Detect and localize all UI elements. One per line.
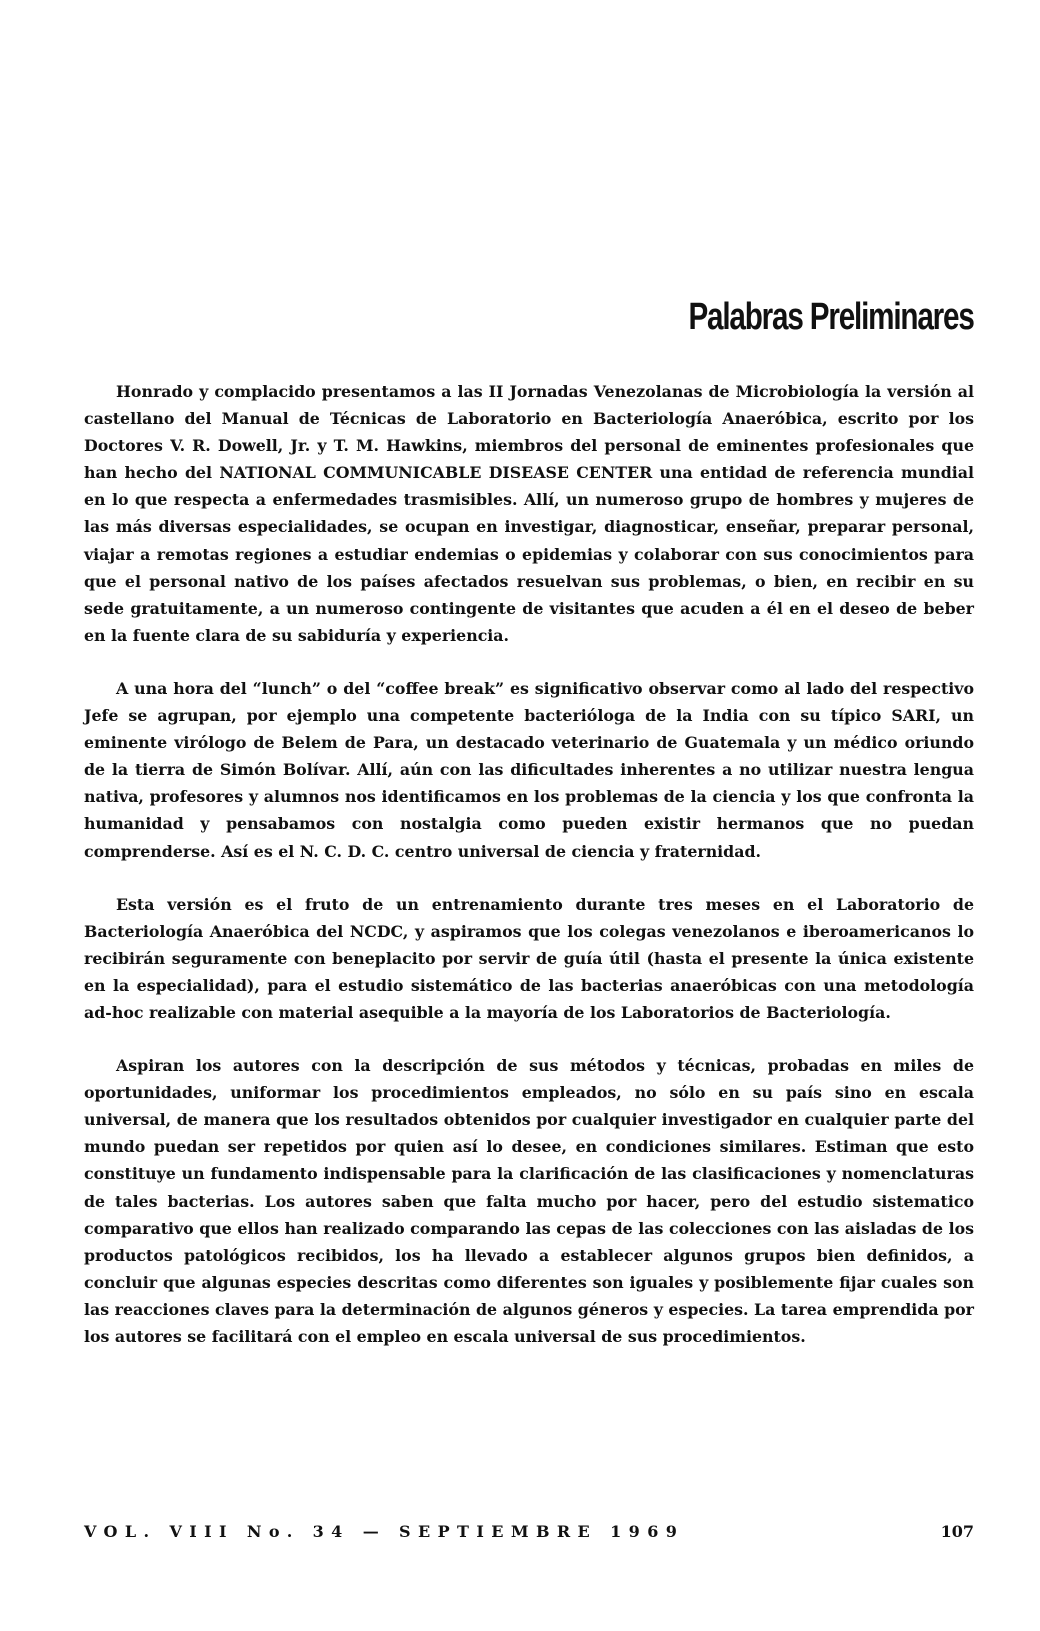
paragraph-3: Esta versión es el fruto de un entrenamiento durante tres meses en el Laboratorio de Bacteriología Anaeróbica del NCDC, y aspiramos que los colegas venezolanos e iberoamericanos lo recibirán seguramente con beneplacito por servir de guía útil (hasta el presente la única existente en la especialidad), para el estudio sistemático de las bacterias anaeróbicas con una metodología ad-hoc realizable con material asequible a la mayoría de los Laboratorios de Bacteriología.: [84, 894, 974, 1022]
paragraph-4: Aspiran los autores con la descripción de sus métodos y técnicas, probadas en miles de oportunidades, uniformar los procedimientos empleados, no sólo en su país sino en escala universal, de manera que los resultados obtenidos por cualquier investigador en cualquier parte del mundo puedan ser repetidos por quien así lo desee, en condiciones similares. Estiman que esto constituye un fundamento indispensable para la clarificación de las clasificaciones y nomenclaturas de tales bacterias. Los autores saben que falta mucho por hacer, pero del estudio sistematico comparativo que ellos han realizado comparando las cepas de las colecciones con las aisladas de los productos patológicos recibidos, los ha llevado a establecer algunos grupos bien definidos, a concluir que algunas especies descritas como diferentes son iguales y posiblemente fijar cuales son las reacciones claves para la determinación de algunos géneros y especies. La tarea emprendida por los autores se facilitará con el empleo en escala universal de sus procedimientos.: [84, 1056, 974, 1346]
page-number: 107: [940, 1522, 974, 1541]
page-title: Palabras Preliminares: [688, 296, 974, 338]
paragraph-2: A una hora del “lunch” o del “coffee break” es significativo observar como al lado del respectivo Jefe se agrupan, por ejemplo una competente bacterióloga de la India con su típico SARI, un eminente virólogo de Belem de Para, un destacado veterinario de Guatemala y un médico oriundo de la tierra de Simón Bolívar. Allí, aún con las dificultades inherentes a no utilizar nuestra lengua nativa, profesores y alumnos nos identificamos en los problemas de la ciencia y los que confronta la humanidad y pensabamos con nostalgia como pueden existir hermanos que no puedan comprenderse. Así es el N. C. D. C. centro universal de ciencia y fraternidad.: [84, 678, 974, 861]
paragraph-1: Honrado y complacido presentamos a las II Jornadas Venezolanas de Microbiología la versión al castellano del Manual de Técnicas de Laboratorio en Bacteriología Anaeróbica, escrito por los Doctores V. R. Dowell, Jr. y T. M. Hawkins, miembros del personal de eminentes profesionales que han hecho del NATIONAL COMMUNICABLE DISEASE CENTER una entidad de referencia mundial en lo que respecta a enfermedades trasmisibles. Allí, un numeroso grupo de hombres y mujeres de las más diversas especialidades, se ocupan en investigar, diagnosticar, enseñar, preparar personal, viajar a remotas regiones a estudiar endemias o epidemias y colaborar con sus conocimientos para que el personal nativo de los países afectados resuelvan sus problemas, o bien, en recibir en su sede gratuitamente, a un numeroso contingente de visitantes que acuden a él en el deseo de beber en la fuente clara de su sabiduría y experiencia.: [84, 382, 974, 645]
body-text: [84, 378, 974, 1376]
issue-line: VOL. VIII No. 34 — SEPTIEMBRE 1969: [84, 1522, 685, 1541]
document-page: [84, 0, 974, 1631]
page-footer: [84, 1522, 974, 1541]
